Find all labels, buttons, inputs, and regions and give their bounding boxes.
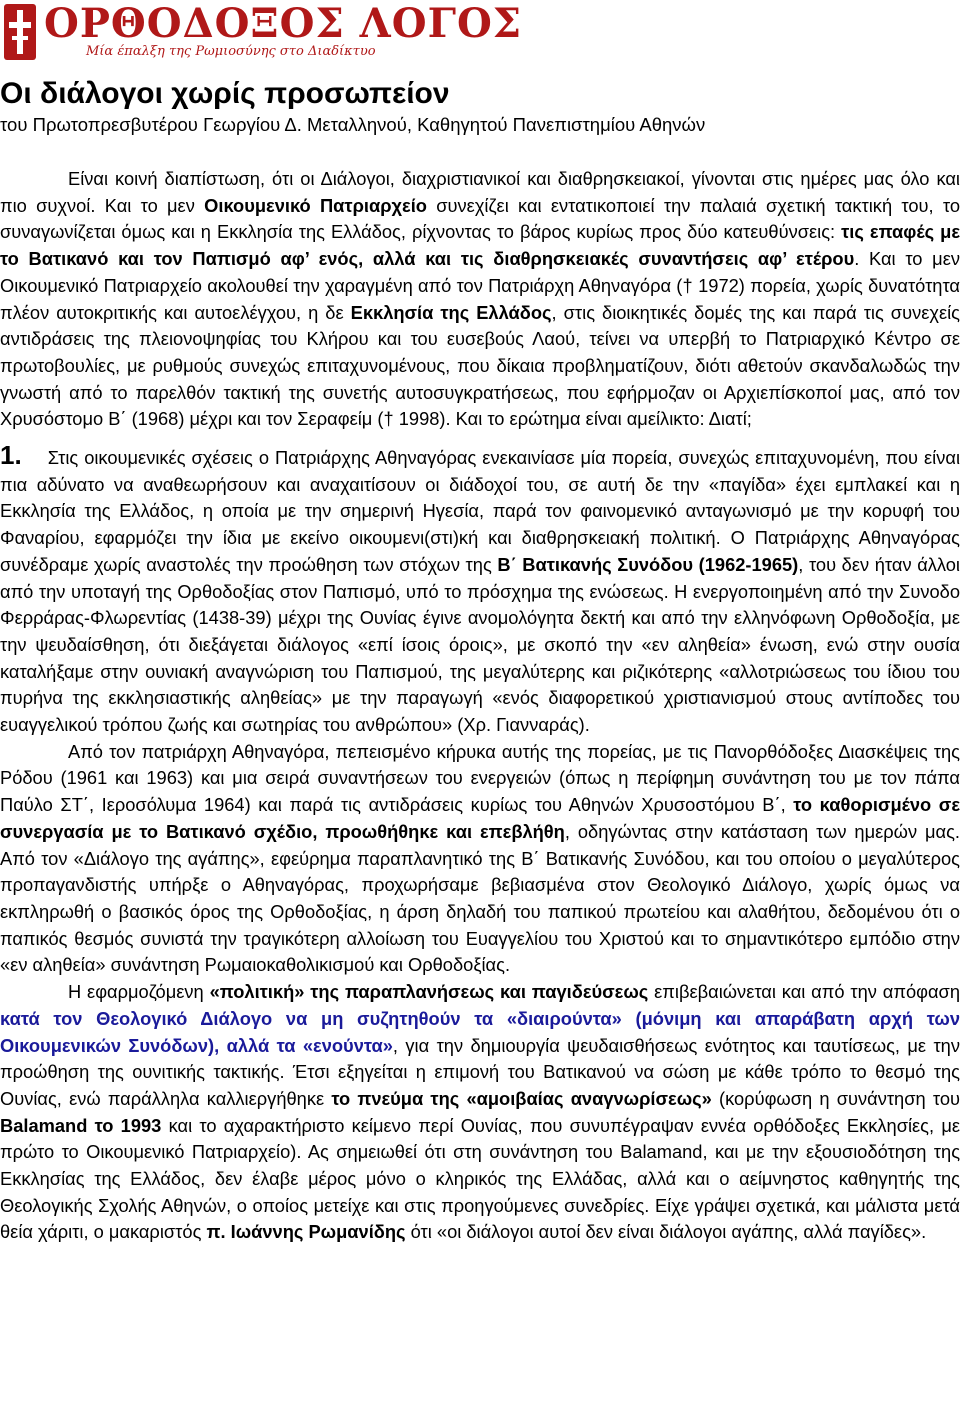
- article-author: του Πρωτοπρεσβυτέρου Γεωργίου Δ. Μεταλληνού, Καθηγητού Πανεπιστημίου Αθηνών: [0, 114, 706, 135]
- section-number: 1.: [0, 440, 22, 471]
- logo-subtitle: Μία έπαλξη της Ρωμιοσύνης στο Διαδίκτυο: [86, 44, 376, 59]
- paragraph-2: 1. Στις οικουμενικές σχέσεις ο Πατριάρχης Αθηναγόρας ενεκαινίασε μία πορεία, συνεχώς επιταχυνομένη, που είναι πια αδύνατο να αναθεωρήσουν και αναχαιτίσουν οι διάδοχοί του, σε αυτή δε την «παγίδα» έχει εμπλακεί και η Εκκλησία της Ελλάδος, η οποία με την σημερινή Ηγεσία, παρά τον φαινομενικό ανταγωνισμό με την κορυφή του Φαναρίου, εφαρμόζει την ίδια με εκείνο οικουμενι(στι)κή και διαθρησκειακή πολιτική. Ο Πατριάρχης Αθηναγόρας συνέδραμε χωρίς αναστολές την προώθηση των στόχων της Β΄ Βατικανής Συνόδου (1962-1965), του δεν ήταν άλλοι από την υποταγή της Ορθοδοξίας στον Παπισμό, υπό το πρόσχημα της ενώσεως. Η ενεργοποιημένη από την Συνοδο Φερράρας-Φλωρεντίας (1438-39) μέχρι της Ουνίας έγινε ανομολόγητα δεκτή και από την ελληνόφωνη Ορθοδοξία, με την ψευδαίσθηση, ότι διεξάγεται διάλογος «επί ίσοις όροις», με σκοπό την «εν αληθεία» ένωση, ενώ στην ουσία καταλήξαμε στην ουνιακή αναγνώριση του Παπισμού, της μεγαλύτερης και ριζικότερης «αλλοτριώσεως του ίδιου του πυρήνα της εκκλησιαστικής αληθείας» με την παραγωγή «ενός διαφορετικού χριστιανισμού στους αντίποδες του ευαγγελικού τρόπου ζωής και σωτηρίας του ανθρώπου» (Χρ. Γιανναράς).: [0, 440, 960, 736]
- article-title: Οι διάλογοι χωρίς προσωπείον: [0, 77, 450, 110]
- article-body: [0, 166, 960, 1246]
- paragraph-4: Η εφαρμοζόμενη «πολιτική» της παραπλανήσεως και παγιδεύσεως επιβεβαιώνεται και από την απόφαση κατά τον Θεολογικό Διάλογο να μη συζητηθούν τα «διαιρούντα» (μόνιμη και απαράβατη αρχή των Οικουμενικών Συνόδων), αλλά τα «ενούντα», για την δημιουργία ψευδαισθήσεως ενότητος και ταυτίσεως, με την προώθηση της ουνιτικής τακτικής. Έτσι εξηγείται η επιμονή του Βατικανού να σώση με κάθε τρόπο το θεσμό της Ουνίας, ενώ παράλληλα καλλιεργήθηκε το πνεύμα της «αμοιβαίας αναγνωρίσεως» (κορύφωση η συνάντηση του Balamand το 1993 και το αχαρακτήριστο κείμενο περί Ουνίας, που συνυπέγραψαν εννέα ορθόδοξες Εκκλησίες, με πρώτο το Οικουμενικό Πατριαρχείο). Ας σημειωθεί ότι στη συνάντηση του Balamand, και με την εξουσιοδότηση της Εκκλησίας της Ελλάδος, δεν έλαβε μέρος μόνο ο κληρικός της Ελλάδας, αλλά και ο αείμνηστος καθηγητής της Θεολογικής Σχολής Αθηνών, ο οποίος μετείχε και στις προηγούμενες συνεδρίες. Είχε γράψει σχετικά, και μάλιστα μετά θεία χάριτι, ο μακαριστός π. Ιωάννης Ρωμανίδης ότι «οι διάλογοι αυτοί δεν είναι διάλογοι αγάπης, αλλά παγίδες».: [0, 981, 960, 1243]
- cross-emblem-icon: [0, 2, 40, 62]
- site-logo[interactable]: [0, 0, 523, 66]
- logo-title: ΟΡΘΟΔΟΞΟΣ ΛΟΓΟΣ: [44, 0, 523, 47]
- paragraph-1: Είναι κοινή διαπίστωση, ότι οι Διάλογοι, διαχριστιανικοί και διαθρησκειακοί, γίνονται στις ημέρες μας όλο και πιο συχνοί. Και το μεν Οικουμενικό Πατριαρχείο συνεχίζει και εντατικοποιεί την παλαιά σχετική τακτική του, το συναγωνίζεται όμως και η Εκκλησία της Ελλάδος, ρίχνοντας το βάρος κυρίως προς δύο κατευθύνσεις: τις επαφές με το Βατικανό και τον Παπισμό αφ’ ενός, αλλά και τις διαθρησκειακές συναντήσεις αφ’ ετέρου. Και το μεν Οικουμενικό Πατριαρχείο ακολουθεί την χαραγμένη από τον Πατριάρχη Αθηναγόρα († 1972) πορεία, χωρίς δυνατότητα πλέον αυτοκριτικής και αυτοελέγχου, η δε Εκκλησία της Ελλάδος, στις διοικητικές δομές της και παρά τις συνεχείς αντιδράσεις της πλειονοψηφίας του Κλήρου και του ευσεβούς Λαού, τείνει να υπερβή το Πατριαρχικό Κέντρο σε πρωτοβουλίες, με ρυθμούς συνεχώς επιταχυνομένους, που δίκαια προβληματίζουν, διότι αθετούν σκανδαλωδώς την γνωστή από το παρελθόν τακτική της συνετής αυτοσυγκρατήσεως, που εφήρμοζαν οι Αρχιεπίσκοποί μας, από τον Χρυσόστομο Β΄ (1968) μέχρι και τον Σεραφείμ († 1998). Και το ερώτημα είναι αμείλικτο: Διατί;: [0, 168, 960, 430]
- paragraph-3: Από τον πατριάρχη Αθηναγόρα, πεπεισμένο κήρυκα αυτής της πορείας, με τις Πανορθόδοξες Διασκέψεις της Ρόδου (1961 και 1963) και μια σειρά συναντήσεων του ενεργειών (όπως η περίφημη συνάντηση του με τον πάπα Παύλο ΣΤ΄, Ιεροσόλυμα 1964) και παρά τις αντιδράσεις κυρίως του Αθηνών Χρυσοστόμου Β΄, το καθορισμένο σε συνεργασία με το Βατικανό σχέδιο, προωθήθηκε και επεβλήθη, οδηγώντας στην κατάσταση των ημερών μας. Από τον «Διάλογο της αγάπης», εφεύρημα παραπλανητικό της Β΄ Βατικανής Συνόδου, και του οποίου ο μεγαλύτερος προπαγανδιστής υπήρξε ο Αθηναγόρας, προχωρήσαμε βεβιασμένα στον Θεολογικό Διάλογο, χωρίς όμως να εκπληρωθή ο βασικός όρος της Ορθοδοξίας, η άρση δηλαδή του παπικού πρωτείου και αλαθήτου, δεδομένου ότι ο παπικός θεσμός συνιστά την τραγικότερη αλλοίωση του Ευαγγελίου του Χριστού και το σημαντικότερο εμπόδιο στην «εν αληθεία» συνάντηση Ρωμαιοκαθολικισμού και Ορθοδοξίας.: [0, 740, 960, 976]
